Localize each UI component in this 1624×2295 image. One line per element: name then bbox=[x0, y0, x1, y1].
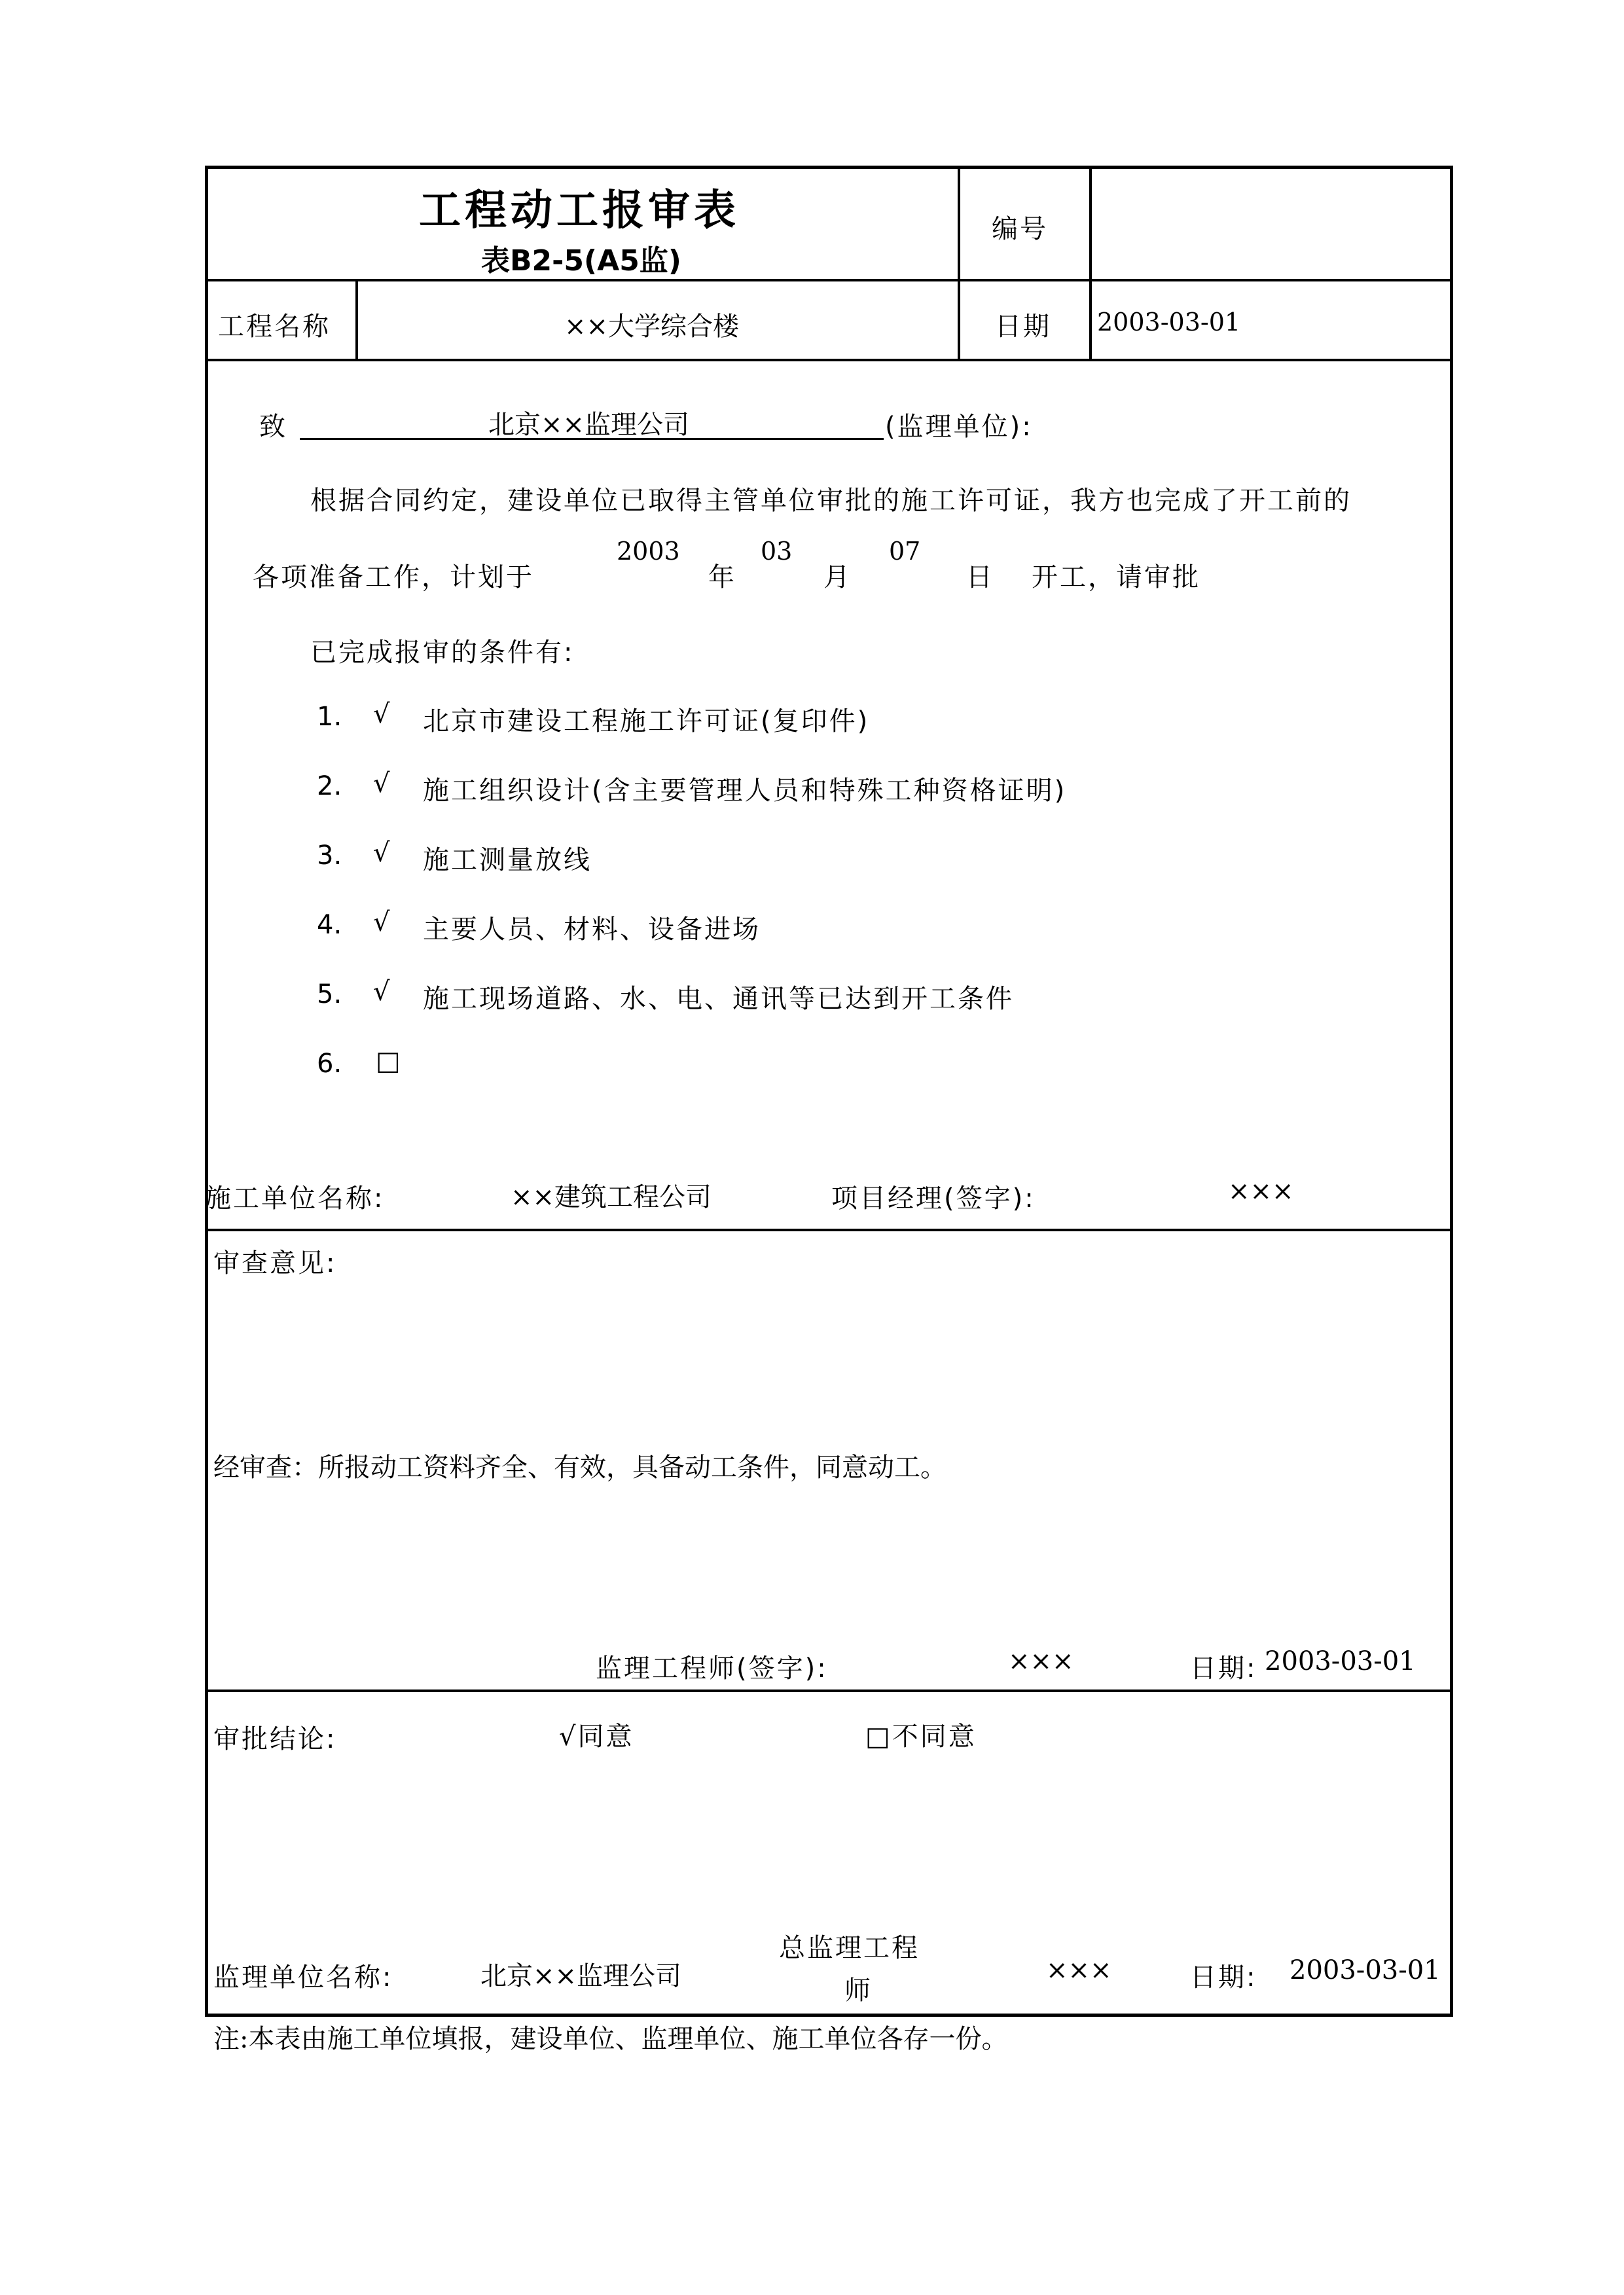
check-mark-icon[interactable]: √ bbox=[373, 768, 390, 799]
start-month[interactable]: 03 bbox=[761, 537, 793, 566]
year-label: 年 bbox=[708, 562, 736, 592]
engineer-signature[interactable]: ××× bbox=[1008, 1646, 1074, 1676]
chief-engineer-signature[interactable]: ××× bbox=[1046, 1955, 1112, 1985]
condition-number: 6. bbox=[317, 1049, 342, 1079]
form-border bbox=[205, 166, 1453, 2017]
divider-review bbox=[205, 1229, 1453, 1231]
condition-number: 2. bbox=[317, 771, 342, 801]
condition-text: 施工现场道路、水、电、通讯等已达到开工条件 bbox=[423, 984, 1014, 1014]
supervisor-unit-value[interactable]: 北京××监理公司 bbox=[480, 1961, 682, 1991]
condition-text: 施工测量放线 bbox=[423, 845, 592, 875]
project-date-label: 日期 bbox=[995, 312, 1051, 342]
condition-number: 3. bbox=[317, 840, 342, 871]
review-label: 审查意见: bbox=[213, 1248, 337, 1278]
project-date-value[interactable]: 2003-03-01 bbox=[1097, 308, 1241, 336]
contractor-name-label: 施工单位名称: bbox=[205, 1184, 385, 1214]
project-name-value[interactable]: ××大学综合楼 bbox=[564, 312, 740, 342]
check-mark-icon[interactable]: √ bbox=[373, 907, 390, 937]
form-title: 工程动工报审表 bbox=[419, 187, 740, 235]
vline-title bbox=[958, 166, 960, 360]
approval-date-label: 日期: bbox=[1190, 1962, 1257, 1993]
to-value[interactable]: 北京××监理公司 bbox=[488, 410, 690, 440]
month-label: 月 bbox=[823, 562, 852, 592]
condition-text: 施工组织设计(含主要管理人员和特殊工种资格证明) bbox=[423, 776, 1067, 806]
conditions-label: 已完成报审的条件有: bbox=[310, 638, 575, 668]
divider-approval bbox=[205, 1690, 1453, 1692]
number-value[interactable] bbox=[1106, 208, 1434, 247]
condition-text: 主要人员、材料、设备进场 bbox=[423, 914, 761, 945]
to-label: 致 bbox=[259, 412, 287, 442]
chief-engineer-label: 总监理工程 bbox=[779, 1933, 920, 1963]
form-code: 表B2-5(A5监) bbox=[481, 244, 681, 278]
check-mark-icon[interactable]: √ bbox=[373, 699, 390, 729]
chief-engineer-label-cont: 师 bbox=[844, 1976, 873, 2006]
condition-number: 1. bbox=[317, 702, 342, 732]
checkbox-icon[interactable]: □ bbox=[376, 1046, 401, 1076]
manager-signature[interactable]: ××× bbox=[1228, 1176, 1294, 1206]
number-label: 编号 bbox=[992, 214, 1048, 244]
start-day[interactable]: 07 bbox=[889, 537, 921, 566]
review-date-label: 日期: bbox=[1190, 1653, 1257, 1684]
contractor-name-value[interactable]: ××建筑工程公司 bbox=[511, 1182, 712, 1212]
divider-project bbox=[205, 359, 1453, 361]
letter-para1: 根据合同约定，建设单位已取得主管单位审批的施工许可证，我方也完成了开工前的 bbox=[310, 486, 1352, 516]
divider-header bbox=[205, 279, 1453, 281]
condition-number: 5. bbox=[317, 979, 342, 1009]
manager-label: 项目经理(签字): bbox=[831, 1184, 1036, 1214]
project-name-label: 工程名称 bbox=[218, 312, 331, 342]
approval-date-value[interactable]: 2003-03-01 bbox=[1290, 1955, 1441, 1985]
approval-label: 审批结论: bbox=[213, 1724, 337, 1754]
disagree-option[interactable]: □不同意 bbox=[865, 1722, 977, 1752]
condition-number: 4. bbox=[317, 910, 342, 940]
agree-option[interactable]: √同意 bbox=[559, 1722, 634, 1752]
vline-number bbox=[1089, 166, 1092, 360]
to-suffix: (监理单位): bbox=[885, 412, 1033, 442]
review-date-value[interactable]: 2003-03-01 bbox=[1265, 1646, 1416, 1676]
review-opinion-text[interactable]: 经审查：所报动工资料齐全、有效，具备动工条件，同意动工。 bbox=[213, 1453, 947, 1483]
day-label: 日 bbox=[966, 562, 994, 592]
engineer-label: 监理工程师(签字): bbox=[596, 1653, 828, 1684]
supervisor-unit-label: 监理单位名称: bbox=[213, 1962, 393, 1993]
letter-para2-suffix: 开工，请审批 bbox=[1032, 562, 1200, 592]
check-mark-icon[interactable]: √ bbox=[373, 977, 390, 1007]
condition-text: 北京市建设工程施工许可证(复印件) bbox=[423, 706, 870, 736]
vline-name bbox=[355, 279, 358, 360]
footer-note: 注:本表由施工单位填报，建设单位、监理单位、施工单位各存一份。 bbox=[213, 2024, 1008, 2054]
check-mark-icon[interactable]: √ bbox=[373, 838, 390, 868]
letter-para2-prefix: 各项准备工作，计划于 bbox=[253, 562, 534, 592]
start-year[interactable]: 2003 bbox=[617, 537, 680, 566]
